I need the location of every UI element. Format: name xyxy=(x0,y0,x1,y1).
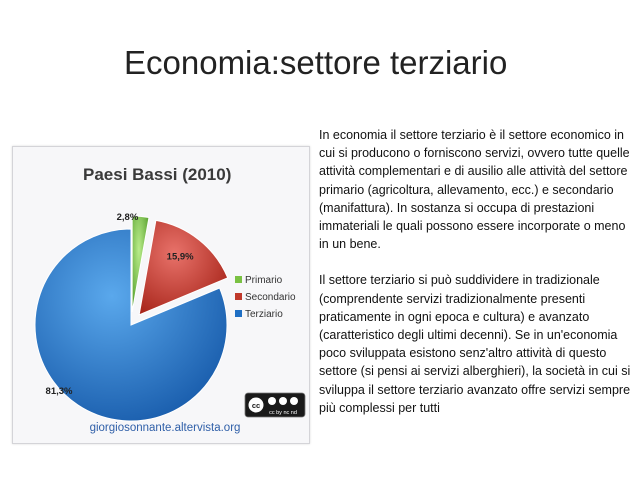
svg-text:cc: cc xyxy=(251,401,261,410)
data-label-terziario: 81,3% xyxy=(45,386,73,398)
site-credit: giorgiosonnante.altervista.org xyxy=(89,422,241,434)
license-text: cc by nc nd xyxy=(269,410,297,416)
data-label-secondario: 15,9% xyxy=(166,251,194,263)
legend-swatch-terziario xyxy=(235,310,242,317)
slide-title: Economia:settore terziario xyxy=(124,44,508,81)
legend-swatch-secondario xyxy=(235,293,242,300)
legend-label-primario: Primario xyxy=(245,275,283,286)
chart-title: Paesi Bassi (2010) xyxy=(83,165,232,184)
legend-label-secondario: Secondario xyxy=(245,292,296,303)
legend-label-terziario: Terziario xyxy=(245,309,283,320)
chart-image xyxy=(12,146,310,444)
paragraph-1: In economia il settore terziario è il settore economico in cui si producono o forniscono servizi, ovvero tutte quelle attività complementari e di ausilio alle attività del settore primario (agricoltura, allevamento, ecc.) e secondario (manifattura). In sostanza si occupa di prestazioni immateriali le quali possono essere incorporate o meno in un bene. xyxy=(319,128,630,252)
data-label-primario: 2,8% xyxy=(116,212,139,224)
license-badge xyxy=(245,393,305,417)
pie-chart xyxy=(13,147,309,443)
paragraph-2: Il settore terziario si può suddividere in tradizionale (comprendente servizi tradizionalmente presenti praticamente in ogni epoca e cultura) e avanzato (caratteristico degli ultimi decenni). Se in un'economia poco sviluppata esistono senz'altro attività di questo settore (si pensi ai servizi alberghieri), la società in cui si sviluppa il settore terziario avanzato offre servizi sempre più complessi per tutti xyxy=(319,273,631,415)
chart-legend xyxy=(235,275,296,320)
body-text xyxy=(319,126,631,417)
legend-swatch-primario xyxy=(235,276,242,283)
